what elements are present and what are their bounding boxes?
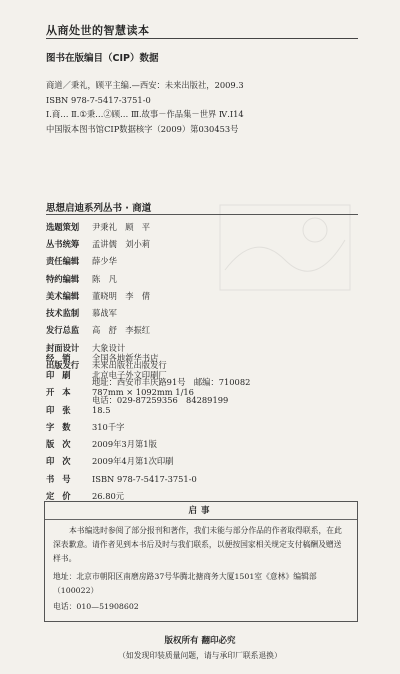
spec-value: 2009年4月第1次印刷 [92,456,174,467]
spec-value: 全国各地新华书店 [92,352,159,363]
spec-row [46,384,197,401]
spec-label: 定价 [46,491,79,502]
spec-row [46,453,197,470]
credit-label: 选题策划 [46,221,80,232]
credit-row [46,304,250,321]
credit-label: 技术监制 [46,308,80,319]
specs-list [46,349,197,505]
spec-row [46,418,197,435]
credit-label: 封面设计 [46,342,80,353]
credit-label: 责任编辑 [46,256,80,267]
credit-row [46,235,250,252]
cip-line: 商道／秉礼，顾平主编.—西安：未来出版社，2009.3 [46,80,244,90]
spec-label: 印次 [46,456,79,467]
spec-value: 北京电子外文印刷厂 [92,369,167,380]
header-rule [46,38,358,39]
spec-label: 印刷 [46,369,79,380]
spec-value: 310千字 [92,421,125,432]
cip-block [46,78,244,136]
credit-row [46,270,250,287]
credit-value: 大象设计 [92,342,126,353]
notice-address: 地址：北京市朝阳区南磨房路37号华腾北搪商务大厦1501室《意林》编辑部（100022） [53,572,317,595]
rights-title: 版权所有 翻印必究 [164,636,236,646]
notice-box [44,501,358,622]
credit-value: 未来出版社出版发行 [92,360,167,371]
credit-label: 美术编辑 [46,290,80,301]
credit-value: 薛少华 [92,256,117,267]
cip-line: Ⅰ.商… Ⅱ.①秉…②顾… Ⅲ.故事－作品集－世界 Ⅳ.I14 [46,109,244,120]
series-title: 思想启迪系列丛书 · 商道 [46,203,152,214]
page-header-title: 从商处世的智慧读本 [46,24,150,37]
spec-row [46,470,197,487]
credit-label: 出版发行 [46,360,80,371]
credit-row [46,322,250,339]
credit-value: 陈 凡 [92,273,117,284]
spec-label: 版次 [46,439,79,450]
spec-value: 26.80元 [92,491,125,502]
credit-label: 特约编辑 [46,273,80,284]
spec-label: 开本 [46,387,79,398]
series-rule [46,214,358,215]
publisher-address: 地址：西安市丰庆路91号 邮编：710082 [92,377,251,388]
spec-value: 18.5 [92,404,111,415]
spec-value: 787mm × 1092mm 1/16 [92,387,194,398]
credit-row [46,218,250,235]
credit-label: 丛书统筹 [46,238,80,249]
spec-value: 2009年3月第1版 [92,439,157,450]
spec-value: ISBN 978-7-5417-3751-0 [92,473,197,484]
spec-label: 书号 [46,473,79,484]
credit-value: 高 舒 李振红 [92,325,151,336]
credit-row [46,287,250,304]
spec-row [46,435,197,452]
spec-row [46,401,197,418]
cip-line: ISBN 978-7-5417-3751-0 [46,94,151,105]
notice-title: 启事 [45,502,357,520]
spec-row [46,366,197,383]
rights-note: （如发现印装质量问题，请与承印厂联系退换） [118,651,282,660]
credit-value: 董晓明 李 倩 [92,290,151,301]
cip-title: 图书在版编目（CIP）数据 [46,53,159,64]
notice-body: 本书编选时参阅了部分报刊和著作，我们未能与部分作品的作者取得联系，在此深表歉意。请作者见到本书后及时与我们联系，以便按国家相关规定支付稿酬及赠送样书。 [53,526,342,563]
credit-value: 尹秉礼 顾 平 [92,221,151,232]
credit-label: 发行总监 [46,325,80,336]
spec-label: 经销 [46,352,79,363]
cip-line: 中国版本图书馆CIP数据核字（2009）第030453号 [46,123,239,134]
spec-label: 印张 [46,404,79,415]
spec-label: 字数 [46,421,79,432]
credit-value: 孟讲儒 刘小莉 [92,238,151,249]
credit-value: 慕战军 [92,308,117,319]
credit-row [46,253,250,270]
spec-row [46,349,197,366]
notice-phone: 电话：010—51908602 [53,602,139,611]
publisher-phone: 电话：029-87259356 84289199 [92,394,229,405]
